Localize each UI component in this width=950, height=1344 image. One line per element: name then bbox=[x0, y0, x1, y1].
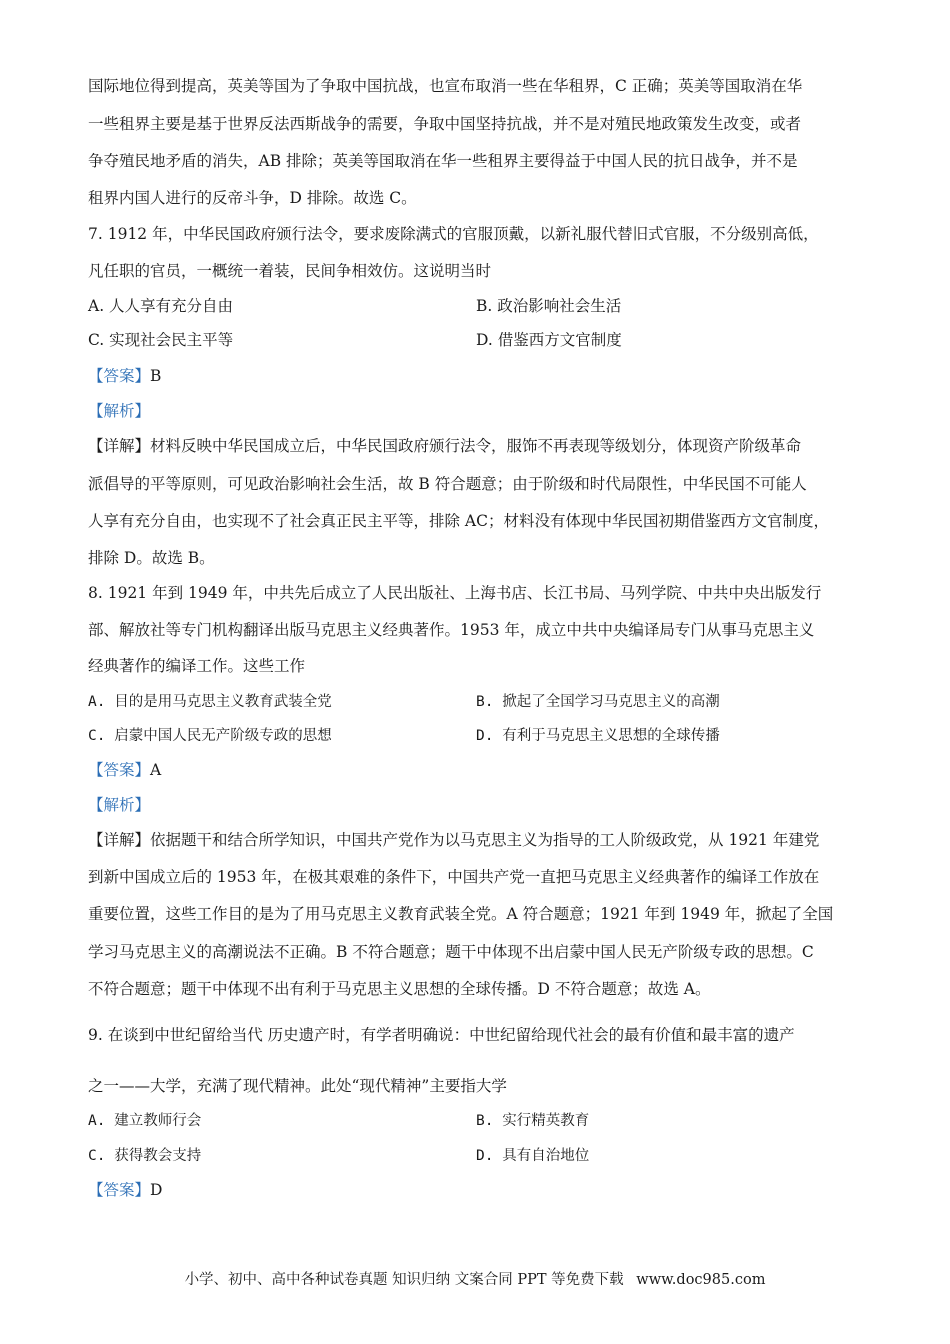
detail-text: 依据题干和结合所学知识，中国共产党作为以马克思主义为指导的工人阶级政党，从 1921 年建党 bbox=[150, 831, 820, 849]
question-8-stem: 经典著作的编译工作。这些工作 bbox=[88, 657, 306, 675]
paragraph-line: 国际地位得到提高，英美等国为了争取中国抗战，也宣布取消一些在华租界，C 正确；英美等国取消在华 bbox=[88, 77, 803, 95]
q7-answer-line bbox=[88, 366, 888, 386]
q7-option-a: A. 人人享有充分自由 bbox=[88, 297, 234, 315]
q8-answer-line bbox=[88, 760, 888, 780]
q7-detail-line: 人享有充分自由，也实现不了社会真正民主平等，排除 AC；材料没有体现中华民国初期借鉴西方文官制度， bbox=[88, 512, 829, 530]
analysis-tag: 【解析】 bbox=[88, 402, 151, 420]
q7-analysis-tag bbox=[88, 401, 888, 421]
paragraph-line: 租界内国人进行的反帝斗争，D 排除。故选 C。 bbox=[88, 189, 417, 207]
q9-answer-line bbox=[88, 1180, 888, 1200]
q8-detail-line: 到新中国成立后的 1953 年，在极其艰难的条件下，中国共产党一直把马克思主义经典著作的编译工作放在 bbox=[88, 868, 820, 886]
q7-option-b: B. 政治影响社会生活 bbox=[476, 297, 622, 315]
q8-detail-line: 学习马克思主义的高潮说法不正确。B 不符合题意；题干中体现不出启蒙中国人民无产阶级专政的思想。C bbox=[88, 943, 814, 961]
footer-text: 小学、初中、高中各种试卷真题 知识归纳 文案合同 PPT 等免费下载 bbox=[184, 1272, 624, 1288]
q9-option-a: A. 建立教师行会 bbox=[88, 1113, 202, 1129]
question-9-stem: 之一——大学，充满了现代精神。此处“现代精神”主要指大学 bbox=[88, 1077, 507, 1095]
detail-tag: 【详解】 bbox=[88, 831, 151, 849]
detail-tag: 【详解】 bbox=[88, 437, 151, 455]
q7-option-c: C. 实现社会民主平等 bbox=[88, 331, 234, 349]
answer-tag: 【答案】 bbox=[88, 1181, 151, 1199]
q8-analysis-tag bbox=[88, 795, 888, 815]
page-footer bbox=[0, 1270, 950, 1290]
q8-option-b: B. 掀起了全国学习马克思主义的高潮 bbox=[476, 694, 720, 710]
q8-option-d: D. 有利于马克思主义思想的全球传播 bbox=[476, 728, 720, 744]
question-7-stem: 7. 1912 年，中华民国政府颁行法令，要求废除满式的官服顶戴，以新礼服代替旧式官服，不分级别高低， bbox=[88, 225, 819, 243]
q8-detail-line bbox=[88, 830, 888, 850]
analysis-tag: 【解析】 bbox=[88, 796, 151, 814]
paragraph-line: 一些租界主要是基于世界反法西斯战争的需要，争取中国坚持抗战，并不是对殖民地政策发生改变，或者 bbox=[88, 115, 802, 133]
q7-detail-line: 排除 D。故选 B。 bbox=[88, 549, 215, 567]
question-8-stem: 8. 1921 年到 1949 年，中共先后成立了人民出版社、上海书店、长江书局、马列学院、中共中央出版发行 bbox=[88, 584, 822, 602]
answer-value: D bbox=[150, 1181, 163, 1199]
answer-tag: 【答案】 bbox=[88, 761, 151, 779]
q9-option-d: D. 具有自治地位 bbox=[476, 1148, 590, 1164]
question-9-stem: 9. 在谈到中世纪留给当代 历史遗产时，有学者明确说：中世纪留给现代社会的最有价值和最丰富的遗产 bbox=[88, 1026, 795, 1044]
q8-detail-line: 不符合题意；题干中体现不出有利于马克思主义思想的全球传播。D 不符合题意；故选 A。 bbox=[88, 980, 711, 998]
q8-option-a: A. 目的是用马克思主义教育武装全党 bbox=[88, 694, 332, 710]
question-8-stem: 部、解放社等专门机构翻译出版马克思主义经典著作。1953 年，成立中共中央编译局专门从事马克思主义 bbox=[88, 621, 815, 639]
q8-detail-line: 重要位置，这些工作目的是为了用马克思主义教育武装全党。A 符合题意；1921 年到 1949 年，掀起了全国 bbox=[88, 905, 834, 923]
footer-link[interactable]: www.doc985.com bbox=[636, 1272, 766, 1288]
q9-option-c: C. 获得教会支持 bbox=[88, 1148, 202, 1164]
answer-value: A bbox=[150, 761, 162, 779]
q9-option-b: B. 实行精英教育 bbox=[476, 1113, 590, 1129]
detail-text: 材料反映中华民国成立后，中华民国政府颁行法令，服饰不再表现等级划分，体现资产阶级革命 bbox=[150, 437, 802, 455]
q7-detail-line bbox=[88, 436, 888, 456]
answer-value: B bbox=[150, 367, 162, 385]
q7-detail-line: 派倡导的平等原则，可见政治影响社会生活，故 B 符合题意；由于阶级和时代局限性，中华民国不可能人 bbox=[88, 475, 807, 493]
answer-tag: 【答案】 bbox=[88, 367, 151, 385]
q7-option-d: D. 借鉴西方文官制度 bbox=[476, 331, 622, 349]
question-7-stem: 凡任职的官员，一概统一着装，民间争相效仿。这说明当时 bbox=[88, 262, 492, 280]
paragraph-line: 争夺殖民地矛盾的消失，AB 排除；英美等国取消在华一些租界主要得益于中国人民的抗日战争，并不是 bbox=[88, 152, 798, 170]
q8-option-c: C. 启蒙中国人民无产阶级专政的思想 bbox=[88, 728, 332, 744]
